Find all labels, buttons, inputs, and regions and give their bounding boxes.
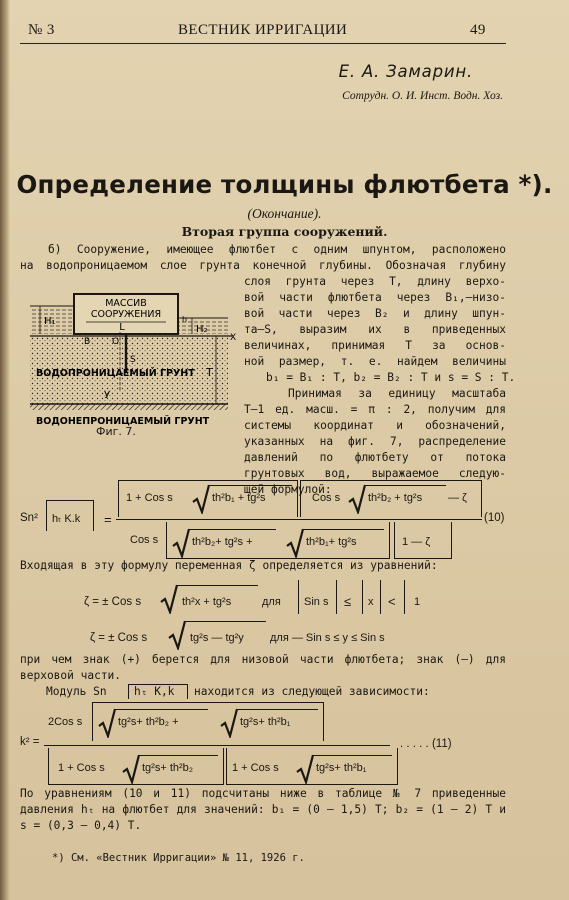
formula11-num-r2: tg²s+ th²b₁ [240,716,291,728]
zeta2-b: для — Sin s ≤ y ≤ Sin s [270,632,385,644]
paragraph-line: давлений по флютбету от потока [244,451,506,464]
fig-label-X: X [230,333,237,343]
formula10-hk: hₜ K.k [52,513,81,525]
formula10-number: (10) [484,512,505,524]
fig-label-massiv: МАССИВ [105,298,147,309]
fig-label-h: h [182,315,188,324]
article-title: Определение толщины флютбета *). [16,170,553,199]
formula11-num-a: 2Cos s [48,716,83,728]
paragraph-line: Принимая за единицу масштаба [288,387,506,400]
final-text-line: По уравнениям (10 и 11) подсчитаны ниже в таблице № 7 приведенные [20,787,506,800]
fig-label-L: L [119,322,125,333]
footnote: *) См. «Вестник Ирригации» № 11, 1926 г. [52,852,305,864]
formula11-number: . . . . . (11) [400,738,452,750]
issue-number: № 3 [28,22,55,38]
fig-label-B: B [84,337,91,347]
formula11-num-r1: tg²s+ th²b₂ + [118,716,179,728]
formula10-den1r2: th²b₁+ tg²s [306,536,357,548]
sign-text-line: при чем знак (+) берется для низовой части флютбета; знак (—) для [20,653,506,666]
header-rule [20,43,506,44]
formula11-den-b: 1 + Cos s [232,762,279,774]
page-number: 49 [470,22,486,38]
formula10-den1r: th²b₂+ tg²s + [192,536,253,548]
modul-text-c: находится из следующей зависимости: [194,685,430,698]
modul-text-a: Модуль Sn [46,685,107,698]
paragraph-line: b₁ = B₁ : T, b₂ = B₂ : T и s = S : T. [266,371,516,384]
zeta-intro-text: Входящая в эту формулу переменная ζ определяется из уравнений: [20,559,438,572]
paragraph-line: щей формулой: [244,483,332,496]
sqrt-sign [98,708,116,738]
formula11-den-r1: tg²s+ th²b₂ [142,762,194,774]
zeta1-g: 1 [414,596,421,608]
paragraph-line: вой части флютбета через B₁,—низо- [244,291,506,304]
zeta2-a: ζ = ± Cos s [90,632,148,644]
zeta1-c: Sin s [304,596,329,608]
sign-text-line: верховой части. [20,669,122,682]
figure-7-diagram [26,292,238,432]
formula11-lhs: k² = [20,736,40,748]
formula11-fraction-bar [44,745,390,746]
paragraph-line: та—S, выразим их в приведенных [244,323,506,336]
zeta1-d: ≤ [344,594,352,609]
paragraph-line: ной размер, т. е. найдем величины [244,355,506,368]
paragraph-line: на водопроницаемом слое грунта конечной глубины. Обозначая глубину [20,259,506,272]
paragraph-line: величинах, принимая Т за основ- [244,339,506,352]
formula10-den2: 1 — ζ [402,536,431,548]
figure-caption: Фиг. 7. [96,425,136,438]
formula10-den1: Cos s [130,534,159,546]
zeta1-e: x [368,596,374,608]
sqrt-sign [348,484,366,514]
formula10-num1r: th²b₁ + tg²s [212,492,266,504]
sqrt-sign [160,584,178,614]
formula10-num2r: th²b₂ + tg²s [368,492,423,504]
paragraph-line: грунтовых вод, выражаемое следую- [244,467,506,480]
sqrt-sign [172,528,190,558]
formula10-num2a: Cos s [312,492,341,504]
sqrt-sign [192,484,210,514]
formula10-lhs: Sn² [20,512,38,524]
paragraph-line: системы координат и обозначений, [244,419,506,432]
paragraph-line: слоя грунта через Т, длину верхо- [244,275,506,288]
article-subtitle: (Окончание). [247,206,322,221]
formula11-den-r2: tg²s+ th²b₁ [316,762,367,774]
fig-label-H2: H₂ [196,324,208,335]
zeta1-r: th²x + tg²s [182,596,232,608]
author-name: Е. А. Замарин. [338,62,473,81]
fig-label-sooruzhenie: СООРУЖЕНИЯ [90,309,162,320]
paragraph-line: указанных на фиг. 7, распределение [244,435,506,448]
formula10-fraction-bar [116,519,482,520]
modul-text-b: hₜ K,k [134,685,175,698]
final-text-line: давления hₜ на флютбет для значений: b₁ = (0 — 1,5) T; b₂ = (1 — 2) T и [20,803,506,816]
section-heading: Вторая группа сооружений. [181,224,388,239]
paragraph-line: Т—1 ед. масш. = π : 2, получим для [244,403,506,416]
zeta1-b: для [262,596,281,608]
fig-label-permeable: ВОДОПРОНИЦАЕМЫЙ ГРУНТ [36,368,195,379]
formula10-num1a: 1 + Cos s [126,492,173,504]
sqrt-sign [220,708,238,738]
fig-label-H1: H₁ [44,316,56,327]
zeta1-a: ζ = ± Cos s [84,596,142,608]
sqrt-sign [296,754,314,784]
fig-label-impermeable: ВОДОНЕПРОНИЦАЕМЫЙ ГРУНТ [36,416,210,427]
formula10-eq: = [104,512,112,527]
journal-name: ВЕСТНИК ИРРИГАЦИИ [178,22,348,38]
formula11-den-a: 1 + Cos s [58,762,105,774]
sqrt-sign [286,528,304,558]
final-text-line: s = (0,3 — 0,4) T. [20,819,142,832]
fig-label-T: T [206,366,213,379]
author-affiliation: Сотрудн. О. И. Инст. Водн. Хоз. [342,90,503,102]
paragraph-line: б) Сооружение, имеющее флютбет с одним шпунтом, расположено [48,243,506,256]
fig-label-Y: У [104,390,111,401]
formula10-num2b: — ζ [448,492,467,504]
sqrt-sign [168,620,186,650]
sqrt-sign [122,754,140,784]
paragraph-line: вой части через B₂ и длину шпун- [244,307,506,320]
zeta1-f: < [388,594,396,609]
fig-label-O: O [112,337,120,347]
fig-label-S: S [130,355,136,365]
zeta2-r: tg²s — tg²y [190,632,244,644]
